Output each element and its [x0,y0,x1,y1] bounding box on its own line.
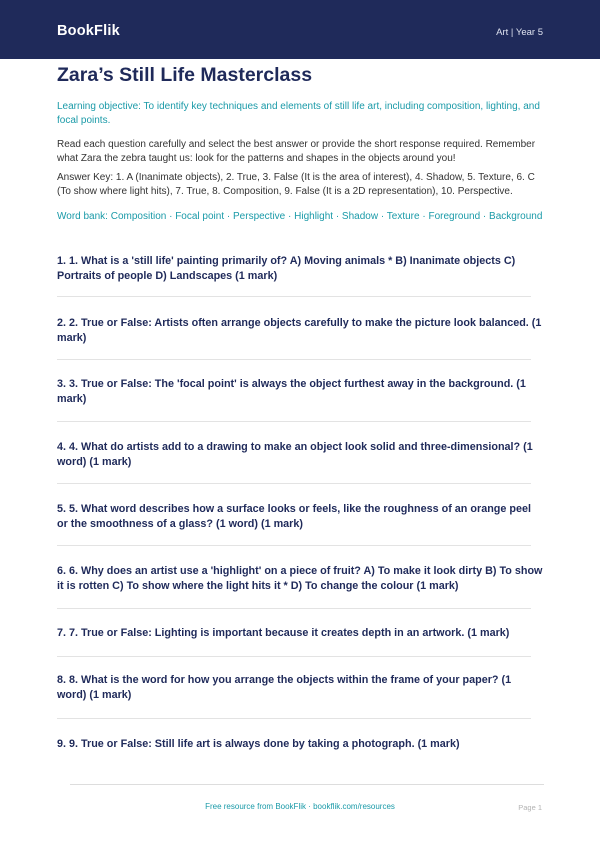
answer-line-5 [57,545,531,546]
question-9: 9. 9. True or False: Still life art is always done by taking a photograph. (1 mark) [57,738,460,750]
answer-line-1 [57,296,531,297]
learning-objective: Learning objective: To identify key techniques and elements of still life art, including composition, lighting, and focal points. [57,101,540,126]
question-1: 1. 1. What is a 'still life' painting primarily of? A) Moving animals * B) Inanimate objects C) Portraits of people D) Landscapes (1 mark) [57,255,516,282]
footer-divider [70,784,544,785]
page-title: Zara’s Still Life Masterclass [57,64,313,86]
answer-line-6 [57,608,531,609]
answer-line-7 [57,656,531,657]
breadcrumb: Art | Year 5 [496,27,543,38]
question-7: 7. 7. True or False: Lighting is important because it creates depth in an artwork. (1 mark) [57,627,510,639]
answer-key: Answer Key: 1. A (Inanimate objects), 2. True, 3. False (It is the area of interest), 4. Shadow, 5. Texture, 6. C (To show where light hits), 7. True, 8. Composition, 9. False (It is a 2D representation), 10. Perspective. [57,172,535,197]
question-2: 2. 2. True or False: Artists often arrange objects carefully to make the picture look balanced. (1 mark) [57,317,542,344]
word-bank: Word bank: Composition · Focal point · Perspective · Highlight · Shadow · Texture · Foreground · Background [57,211,543,222]
brand-logo-text[interactable]: BookFlik [57,23,120,39]
page-number: Page 1 [518,803,542,812]
question-3: 3. 3. True or False: The 'focal point' is always the object furthest away in the background. (1 mark) [57,378,526,405]
answer-line-2 [57,359,531,360]
question-5: 5. 5. What word describes how a surface looks or feels, like the roughness of an orange peel or the smoothness of a glass? (1 word) (1 mark) [57,503,531,530]
question-8: 8. 8. What is the word for how you arrange the objects within the frame of your paper? (1 word) (1 mark) [57,674,512,701]
answer-line-4 [57,483,531,484]
question-4: 4. 4. What do artists add to a drawing to make an object look solid and three-dimensional? (1 word) (1 mark) [57,441,533,468]
instructions: Read each question carefully and select the best answer or provide the short response required. Remember what Zara the zebra taught us: look for the patterns and shapes in the objects around you! [57,139,536,164]
answer-line-8 [57,718,531,719]
answer-line-3 [57,421,531,422]
question-6: 6. 6. Why does an artist use a 'highlight' on a piece of fruit? A) To make it look dirty B) To show it is rotten C) To show where the light hits it * D) To change the colour (1 mark) [57,565,543,592]
header-bar [0,0,600,59]
footer-link[interactable]: Free resource from BookFlik · bookflik.com/resources [205,802,395,811]
